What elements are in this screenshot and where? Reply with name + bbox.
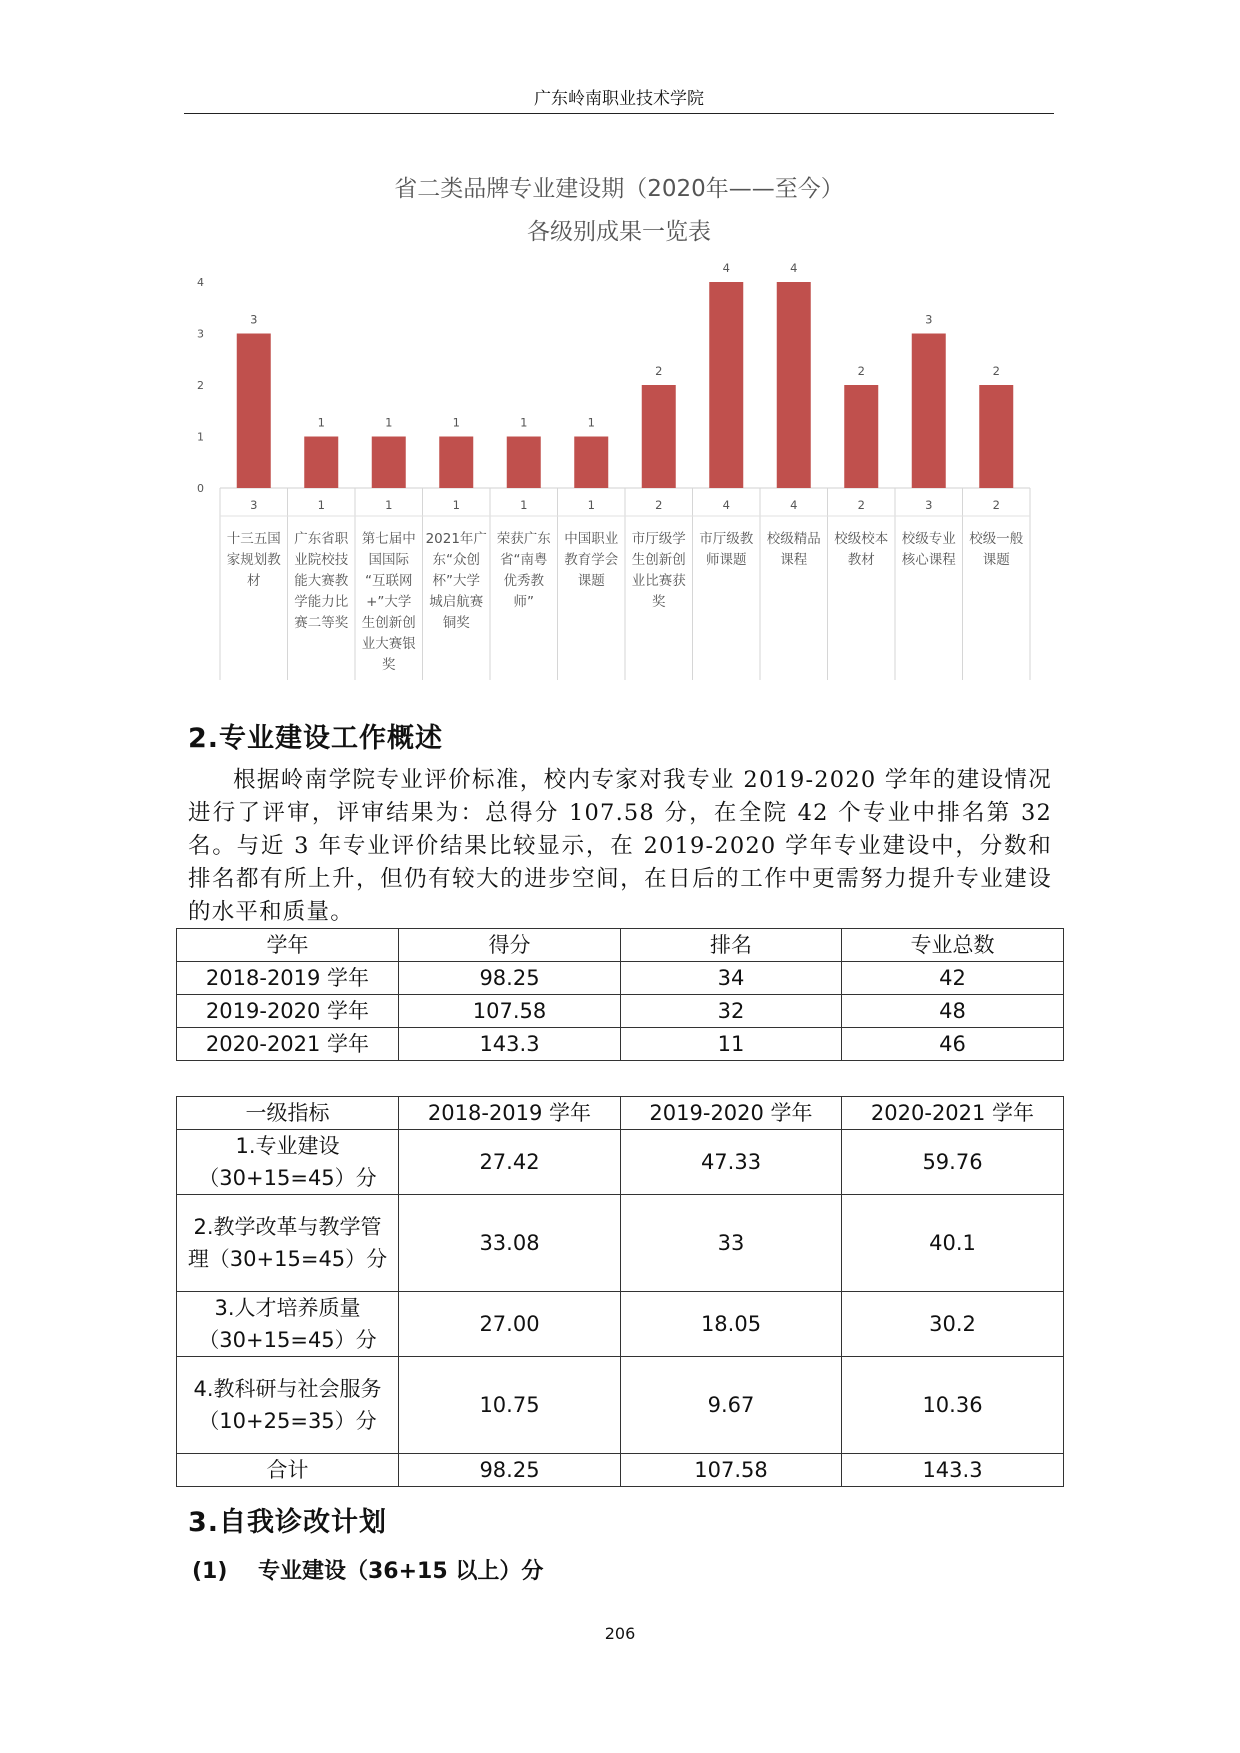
y-tick-label: 3 xyxy=(197,327,204,341)
bar xyxy=(979,385,1013,488)
plan-subheading xyxy=(192,1554,543,1585)
category-label-line: 奖 xyxy=(382,657,396,673)
category-label xyxy=(564,530,618,589)
category-label-line: 市厅级学 xyxy=(631,531,686,547)
plan-subheading-number: (1) xyxy=(192,1559,228,1584)
header-divider xyxy=(184,113,1054,114)
indicator-table-cell: 2.教学改革与教学管理（30+15=45）分 xyxy=(177,1195,399,1292)
category-label-line: 2021年广 xyxy=(425,531,487,547)
category-label-line: 赛二等奖 xyxy=(294,615,349,631)
score-table-cell: 2020-2021 学年 xyxy=(177,1028,399,1061)
indicator-table-cell: 33.08 xyxy=(399,1195,621,1292)
category-label xyxy=(767,530,821,568)
bar xyxy=(574,437,608,489)
bar-value-label: 2 xyxy=(992,364,1000,378)
data-table-value: 1 xyxy=(452,498,460,512)
score-table-header-cell: 学年 xyxy=(177,929,399,962)
score-table-row xyxy=(177,995,1064,1028)
indicator-table-cell: 40.1 xyxy=(842,1195,1064,1292)
page-header: 广东岭南职业技术学院 xyxy=(534,89,704,109)
category-label-line: 校级校本 xyxy=(834,531,889,547)
bar-value-label: 4 xyxy=(790,261,798,275)
category-label-line: 城启航赛 xyxy=(429,594,484,610)
indicator-table-header-cell: 2018-2019 学年 xyxy=(399,1097,621,1130)
score-table-cell: 2019-2020 学年 xyxy=(177,995,399,1028)
data-table-value: 3 xyxy=(925,498,933,512)
chart-title-line1: 省二类品牌专业建设期（2020年——至今） xyxy=(394,176,844,202)
indicator-table-cell: 107.58 xyxy=(621,1454,842,1487)
bar xyxy=(642,385,676,488)
bar xyxy=(439,437,473,489)
indicator-table-cell: 27.42 xyxy=(399,1130,621,1195)
bar xyxy=(372,437,406,489)
category-label-line: 能大赛教 xyxy=(294,573,349,589)
bar xyxy=(777,282,811,488)
indicator-table-header-cell: 2019-2020 学年 xyxy=(621,1097,842,1130)
indicator-table-header-cell: 一级指标 xyxy=(177,1097,399,1130)
category-label-line: 核心课程 xyxy=(901,552,956,568)
indicator-table-cell: 9.67 xyxy=(621,1357,842,1454)
category-label xyxy=(426,530,487,631)
category-label-line: 师” xyxy=(513,594,534,610)
indicator-table-cell: 10.75 xyxy=(399,1357,621,1454)
indicator-table-cell: 3.人才培养质量（30+15=45）分 xyxy=(177,1292,399,1357)
category-label-line: 荣获广东 xyxy=(496,531,551,547)
score-table-row xyxy=(177,1028,1064,1061)
indicator-table-cell: 30.2 xyxy=(842,1292,1064,1357)
bar-value-label: 4 xyxy=(722,261,730,275)
data-table-value: 1 xyxy=(520,498,528,512)
score-table-cell: 34 xyxy=(621,962,842,995)
category-label-line: 生创新创 xyxy=(361,615,416,631)
bar xyxy=(912,334,946,489)
category-label-line: 第七届中 xyxy=(361,531,416,547)
data-table-value: 4 xyxy=(790,498,798,512)
category-label xyxy=(902,530,956,568)
score-table-header-cell: 排名 xyxy=(621,929,842,962)
y-tick-label: 0 xyxy=(197,482,204,495)
score-table-header-cell: 得分 xyxy=(399,929,621,962)
category-label-line: 家规划教 xyxy=(226,552,281,568)
bar xyxy=(304,437,338,489)
category-label xyxy=(227,531,281,589)
category-label-line: 业大赛银 xyxy=(361,636,416,652)
bar-value-label: 3 xyxy=(250,312,258,327)
category-label-line: 奖 xyxy=(652,594,666,610)
y-tick-label: 1 xyxy=(197,430,204,444)
category-label-line: 省“南粤 xyxy=(500,552,548,568)
category-label xyxy=(497,531,551,610)
score-table-header-cell: 专业总数 xyxy=(842,929,1064,962)
score-table-cell: 32 xyxy=(621,995,842,1028)
y-tick-label: 2 xyxy=(197,379,204,392)
data-table-value: 1 xyxy=(587,498,595,512)
indicator-table-cell: 27.00 xyxy=(399,1292,621,1357)
score-table-cell: 98.25 xyxy=(399,962,621,995)
category-label-line: 教材 xyxy=(847,552,875,568)
category-label-line: 课程 xyxy=(780,552,808,568)
category-label xyxy=(699,530,753,568)
indicator-table-cell: 4.教科研与社会服务（10+25=35）分 xyxy=(177,1357,399,1454)
indicator-table-cell: 10.36 xyxy=(842,1357,1064,1454)
data-table-value: 2 xyxy=(992,498,1000,512)
indicator-table-cell: 143.3 xyxy=(842,1454,1064,1487)
bar-value-label: 2 xyxy=(655,364,663,378)
score-table-cell: 48 xyxy=(842,995,1064,1028)
indicator-table-cell: 47.33 xyxy=(621,1130,842,1195)
category-label xyxy=(632,531,686,610)
indicator-table-row xyxy=(177,1195,1064,1292)
category-label-line: +”大学 xyxy=(366,594,412,610)
bar xyxy=(709,282,743,488)
bar xyxy=(844,385,878,488)
score-table-cell: 11 xyxy=(621,1028,842,1061)
indicator-table-header-cell: 2020-2021 学年 xyxy=(842,1097,1064,1130)
category-label-line: 学能力比 xyxy=(294,594,349,610)
indicator-score-table xyxy=(176,1096,1064,1487)
data-table-value: 3 xyxy=(250,498,258,512)
score-table-cell: 107.58 xyxy=(399,995,621,1028)
y-tick-label: 4 xyxy=(197,276,204,289)
score-table-cell: 2018-2019 学年 xyxy=(177,962,399,995)
indicator-table-cell: 合计 xyxy=(177,1454,399,1487)
indicator-table-cell: 59.76 xyxy=(842,1130,1064,1195)
indicator-table-header-row xyxy=(177,1097,1064,1130)
category-label-line: 中国职业 xyxy=(564,531,619,547)
score-table-row xyxy=(177,962,1064,995)
section-heading-plan: 3.自我诊改计划 xyxy=(188,1507,388,1538)
bar-value-label: 1 xyxy=(385,415,393,430)
category-label-line: 业院校技 xyxy=(294,552,349,568)
bar-value-label: 3 xyxy=(925,312,933,327)
bar xyxy=(507,437,541,489)
indicator-table-cell: 1.专业建设（30+15=45）分 xyxy=(177,1130,399,1195)
indicator-table-row xyxy=(177,1292,1064,1357)
chart-title-line2: 各级别成果一览表 xyxy=(527,219,711,245)
score-table-cell: 46 xyxy=(842,1028,1064,1061)
indicator-table-row xyxy=(177,1130,1064,1195)
score-table-cell: 143.3 xyxy=(399,1028,621,1061)
data-table-value: 2 xyxy=(655,498,663,512)
section-heading-overview: 2.专业建设工作概述 xyxy=(188,723,444,754)
category-label-line: 教育学会 xyxy=(564,552,619,568)
bar-value-label: 1 xyxy=(317,415,325,430)
bar-value-label: 1 xyxy=(587,415,595,430)
indicator-table-cell: 33 xyxy=(621,1195,842,1292)
category-label xyxy=(294,530,348,631)
indicator-table-row xyxy=(177,1357,1064,1454)
category-label-line: 校级精品 xyxy=(766,531,821,547)
category-label xyxy=(969,530,1023,568)
bar-value-label: 1 xyxy=(520,415,528,430)
data-table-value: 1 xyxy=(317,498,325,512)
plan-subheading-text: 专业建设（36+15 以上）分 xyxy=(258,1559,544,1584)
overview-paragraph: 根据岭南学院专业评价标准，校内专家对我专业 2019-2020 学年的建设情况进行了评审，评审结果为：总得分 107.58 分，在全院 42 个专业中排名第 32 名。与近 3 年专业评价结果比较显示，在 2019-2020 学年专业建设中，分数和排名都有所上升，但仍有较大的进步空间，在日后的工作中更需努力提升专业建设的水平和质量。 xyxy=(188,767,1052,925)
indicator-table-row xyxy=(177,1454,1064,1487)
data-table-value: 2 xyxy=(857,498,865,512)
category-label xyxy=(834,530,888,568)
indicator-table-cell: 18.05 xyxy=(621,1292,842,1357)
category-label-line: 校级专业 xyxy=(901,531,956,547)
category-label-line: 东“众创 xyxy=(432,552,480,568)
category-label-line: 广东省职 xyxy=(294,531,349,547)
score-table-cell: 42 xyxy=(842,962,1064,995)
category-label-line: 十三五国 xyxy=(226,531,281,547)
category-label-line: 生创新创 xyxy=(631,552,686,568)
bar xyxy=(237,334,271,489)
bar-value-label: 1 xyxy=(452,415,460,430)
score-ranking-table xyxy=(176,928,1064,1061)
category-label xyxy=(362,530,416,673)
category-label-line: 业比赛获 xyxy=(631,573,686,589)
score-table-header-row xyxy=(177,929,1064,962)
category-label-line: 师课题 xyxy=(706,552,747,568)
category-label-line: 课题 xyxy=(982,552,1010,568)
category-label-line: 材 xyxy=(247,573,261,589)
category-label-line: 校级一般 xyxy=(969,531,1024,547)
page-number: 206 xyxy=(604,1624,636,1643)
category-label-line: 课题 xyxy=(577,573,605,589)
indicator-table-cell: 98.25 xyxy=(399,1454,621,1487)
category-label-line: 杯”大学 xyxy=(432,573,480,589)
category-label-line: 铜奖 xyxy=(442,615,470,631)
category-label-line: “互联网 xyxy=(365,573,413,589)
category-label-line: 国国际 xyxy=(368,552,409,568)
data-table-value: 1 xyxy=(385,498,393,512)
category-label-line: 优秀教 xyxy=(503,573,544,589)
achievements-bar-chart xyxy=(184,172,1054,692)
bar-value-label: 2 xyxy=(857,364,865,378)
category-label-line: 市厅级教 xyxy=(699,531,754,547)
data-table-value: 4 xyxy=(722,498,730,512)
